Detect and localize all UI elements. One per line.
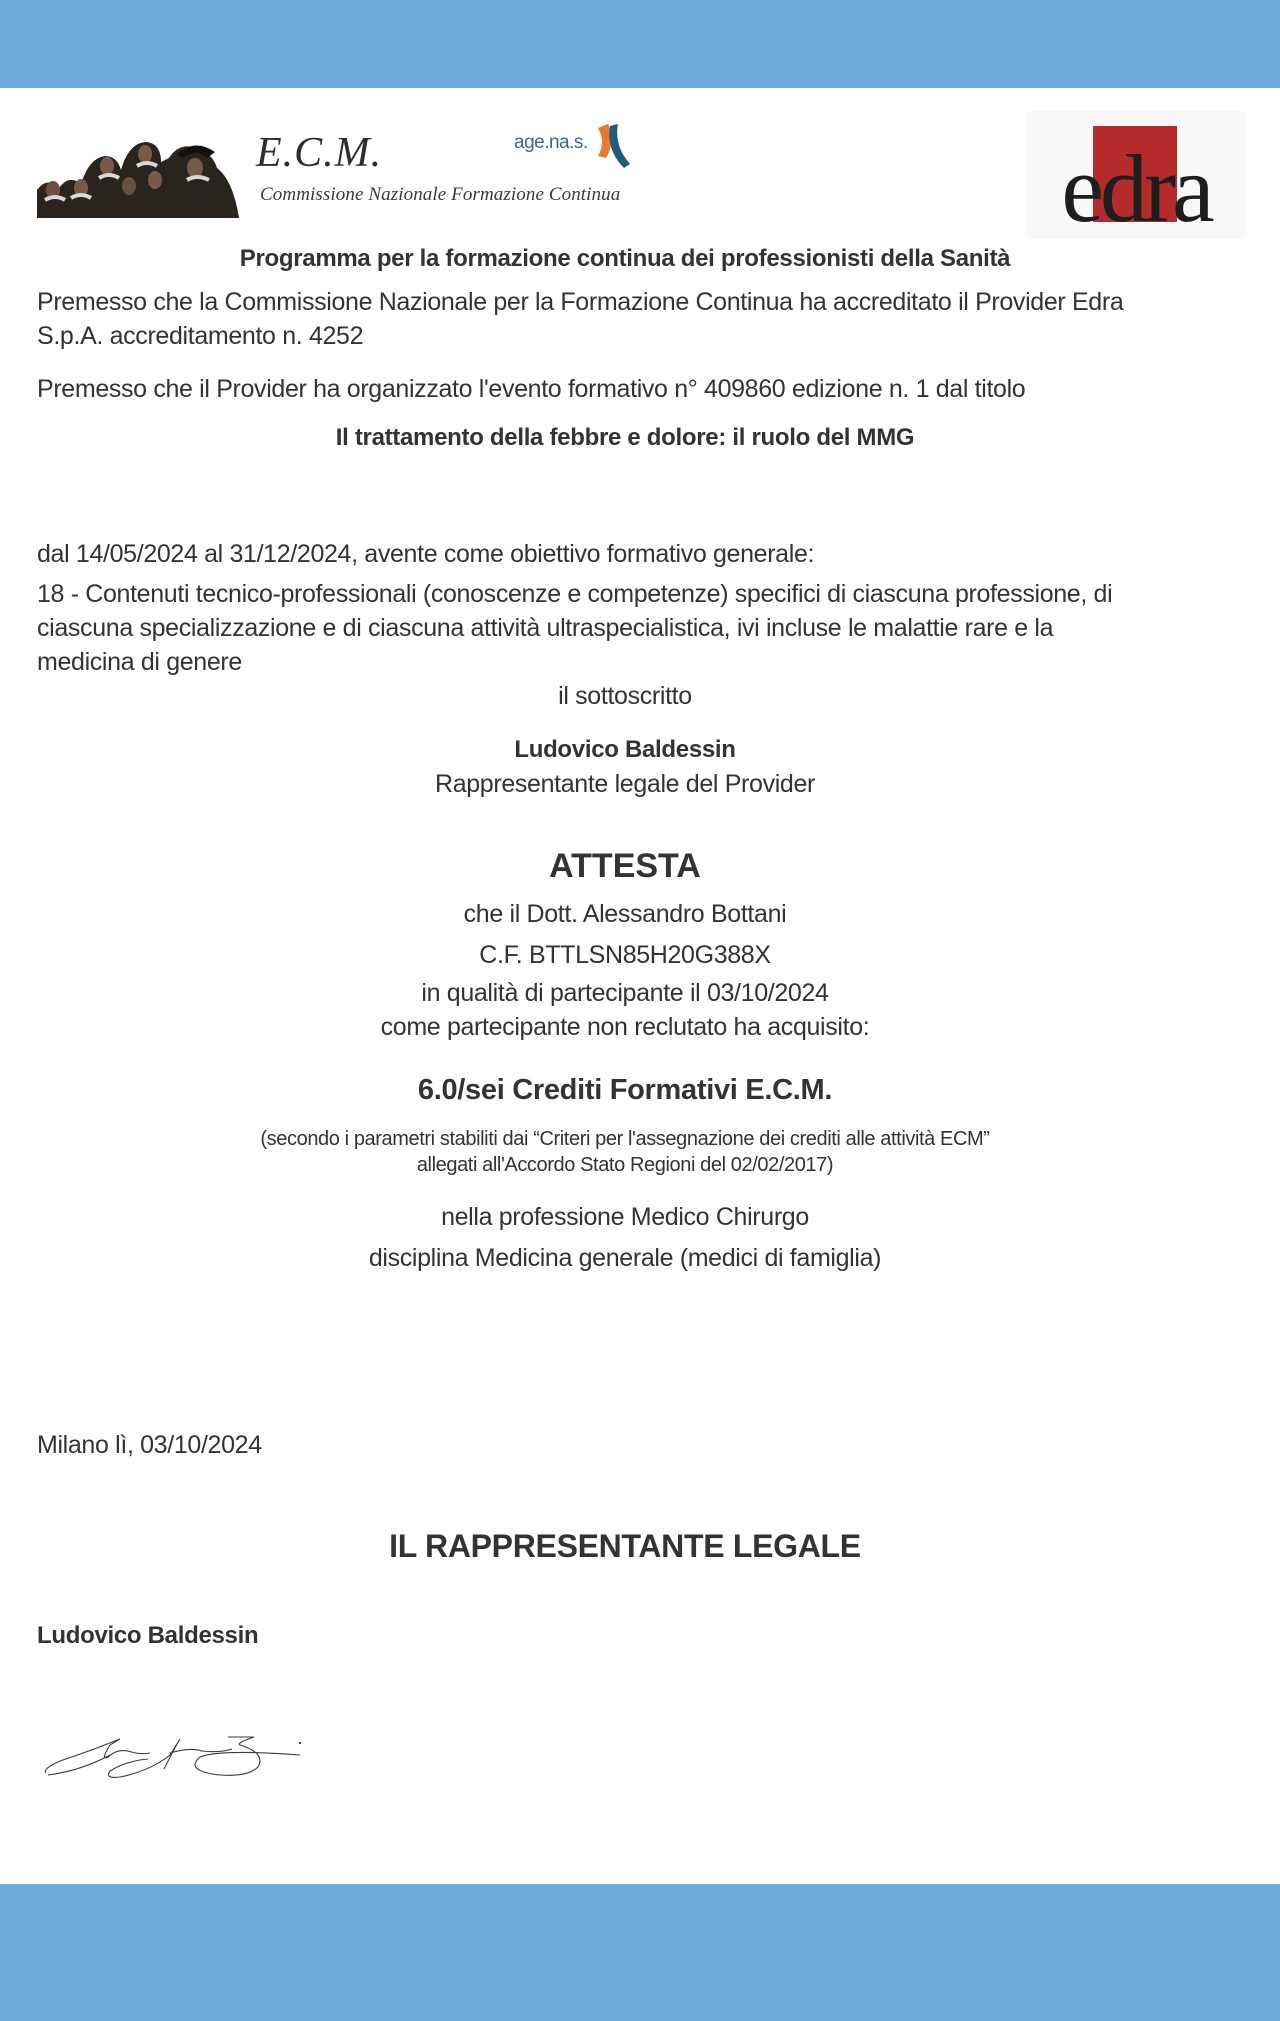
representative-role: Rappresentante legale del Provider (434, 770, 816, 798)
credits: 6.0/sei Crediti Formativi E.C.M. (417, 1074, 833, 1106)
objective-line-1: 18 - Contenuti tecnico-professionali (conoscenze e competenze) specifici di ciascuna professione, di (37, 580, 1113, 608)
premise-2: Premesso che il Provider ha organizzato l'evento formativo n° 409860 edizione n. 1 dal titolo (37, 375, 1026, 403)
criteria-line-1: (secondo i parametri stabiliti dai “Criteri per l'assegnazione dei crediti alle attività ECM” (260, 1128, 990, 1150)
representative-name: Ludovico Baldessin (514, 736, 736, 763)
criteria-line-2: allegati all'Accordo Stato Regioni del 02/02/2017) (416, 1154, 834, 1176)
ecm-painting-logo (37, 128, 239, 218)
program-title: Programma per la formazione continua dei professionisti della Sanità (239, 245, 1011, 272)
acquired-statement: come partecipante non reclutato ha acquisito: (380, 1013, 870, 1041)
profession: nella professione Medico Chirurgo (441, 1203, 809, 1231)
discipline: disciplina Medicina generale (medici di famiglia) (368, 1244, 882, 1272)
top-banner (0, 0, 1280, 88)
tax-code: C.F. BTTLSN85H20G388X (479, 941, 771, 969)
event-title: Il trattamento della febbre e dolore: il ruolo del MMG (335, 424, 915, 451)
objective-line-3: medicina di genere (37, 648, 242, 676)
objective-line-2: ciascuna specializzazione e di ciascuna attività ultraspecialistica, ivi incluse le malattie rare e la (37, 614, 1054, 642)
place-date: Milano lì, 03/10/2024 (37, 1431, 262, 1459)
bottom-banner (0, 1884, 1280, 2021)
agenas-logo-text: age.na.s. (514, 132, 588, 153)
participation-date: in qualità di partecipante il 03/10/2024 (421, 979, 829, 1007)
handwritten-signature (40, 1725, 330, 1785)
signer-name: Ludovico Baldessin (37, 1622, 259, 1649)
attesta-heading: ATTESTA (549, 847, 701, 885)
agenas-mark-icon (594, 124, 634, 174)
agenas-logo (514, 124, 634, 174)
participant: che il Dott. Alessandro Bottani (463, 900, 787, 928)
edra-logo (1027, 111, 1245, 239)
undersigned: il sottoscritto (558, 682, 692, 710)
ecm-logo-subtitle: Commissione Nazionale Formazione Continua (260, 184, 621, 205)
edra-logo-mark (1027, 111, 1245, 239)
signature-heading: IL RAPPRESENTANTE LEGALE (389, 1528, 861, 1564)
ecm-logo-title: E.C.M. (256, 130, 383, 176)
period: dal 14/05/2024 al 31/12/2024, avente come obiettivo formativo generale: (37, 540, 815, 568)
premise-1-line-1: Premesso che la Commissione Nazionale per la Formazione Continua ha accreditato il Provider Edra (37, 288, 1124, 316)
edra-logo-text: edra (1061, 135, 1211, 239)
premise-1-line-2: S.p.A. accreditamento n. 4252 (37, 322, 364, 350)
